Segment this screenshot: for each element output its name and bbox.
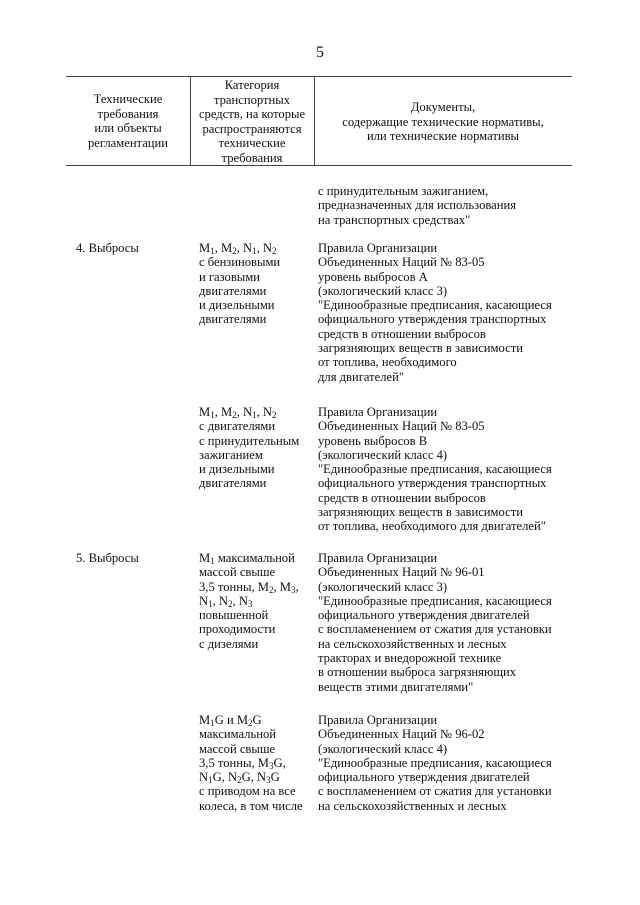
text-line: $M_1G$ и $M_2G$ bbox=[199, 713, 262, 728]
text-line: распространяются bbox=[202, 121, 302, 136]
text-line: $M_1$ максимальной bbox=[199, 551, 295, 566]
header-documents bbox=[314, 100, 572, 144]
text-line: содержащие технические нормативы, bbox=[342, 114, 544, 129]
header-vehicle-category bbox=[190, 78, 314, 165]
text-line: уровень выбросов А bbox=[318, 269, 428, 284]
document-cell bbox=[318, 551, 552, 694]
page-number: 5 bbox=[316, 44, 324, 61]
category-cell bbox=[199, 405, 299, 491]
text-line: средств в отношении выбросов bbox=[318, 326, 486, 341]
text-line: загрязняющих веществ в зависимости bbox=[318, 341, 523, 356]
text-line: Правила Организации bbox=[318, 713, 438, 727]
text-line: предназначенных для использования bbox=[318, 198, 517, 213]
requirement-label: 5. Выбросы bbox=[76, 551, 139, 565]
text-line: для двигателей" bbox=[318, 369, 405, 384]
text-line: загрязняющих веществ в зависимости bbox=[318, 505, 523, 520]
text-line: на сельскохозяйственных и лесных bbox=[318, 636, 507, 651]
text-line: двигателями bbox=[199, 283, 267, 298]
text-line: массой свыше bbox=[199, 741, 276, 756]
text-line: и дизельными bbox=[199, 298, 275, 313]
text-line: проходимости bbox=[199, 622, 276, 637]
text-line: "Единообразные предписания, касающиеся bbox=[318, 593, 552, 608]
text-line: массой свыше bbox=[199, 565, 276, 580]
text-line: (экологический класс 3) bbox=[318, 283, 448, 298]
document-cell bbox=[318, 241, 552, 384]
text-line: Документы, bbox=[410, 100, 476, 114]
text-line: с принудительным bbox=[199, 433, 300, 448]
text-line: официального утверждения двигателей bbox=[318, 608, 530, 623]
table-header-bottom-rule bbox=[66, 165, 572, 166]
text-line: официального утверждения двигателей bbox=[318, 770, 530, 785]
text-line: $M_1$, $M_2$, $N_1$, $N_2$ bbox=[199, 405, 277, 420]
text-line: зажиганием bbox=[199, 447, 263, 462]
text-line: от топлива, необходимого bbox=[318, 355, 457, 370]
text-line: (экологический класс 4) bbox=[318, 741, 448, 756]
text-line: требования bbox=[221, 150, 283, 165]
text-line: с воспламенением от сжатия для установки bbox=[318, 784, 552, 799]
text-line: тракторах и внедорожной технике bbox=[318, 651, 502, 666]
text-line: или объекты bbox=[94, 121, 162, 135]
text-line: Технические bbox=[93, 92, 163, 106]
table-top-rule bbox=[66, 76, 572, 77]
text-line: $M_1$, $M_2$, $N_1$, $N_2$ bbox=[199, 241, 277, 256]
continuation-text bbox=[318, 184, 516, 227]
document-cell bbox=[318, 713, 552, 813]
text-line: Категория bbox=[224, 78, 280, 92]
text-line: двигателями bbox=[199, 312, 267, 327]
text-line: $N_1$, $N_2$, $N_3$ bbox=[199, 593, 253, 609]
text-line: и дизельными bbox=[199, 462, 275, 477]
text-line: официального утверждения транспортных bbox=[318, 312, 547, 327]
category-cell bbox=[199, 713, 303, 813]
text-line: с принудительным зажиганием, bbox=[318, 184, 489, 198]
text-line: уровень выбросов В bbox=[318, 433, 428, 448]
text-line: на сельскохозяйственных и лесных bbox=[318, 798, 507, 813]
text-line: Объединенных Наций № 96-01 bbox=[318, 565, 485, 580]
text-line: двигателями bbox=[199, 476, 267, 491]
text-line: средств в отношении выбросов bbox=[318, 490, 486, 505]
requirement-label: 4. Выбросы bbox=[76, 241, 139, 255]
text-line: технические bbox=[218, 136, 286, 150]
text-line: транспортных bbox=[213, 92, 291, 107]
category-cell bbox=[199, 551, 299, 651]
text-line: Правила Организации bbox=[318, 405, 438, 419]
text-line: средств, на которые bbox=[198, 107, 306, 121]
text-line: на транспортных средствах" bbox=[318, 212, 471, 227]
text-line: с дизелями bbox=[199, 636, 259, 651]
text-line: и газовыми bbox=[199, 269, 260, 284]
text-line: Правила Организации bbox=[318, 241, 438, 255]
text-line: "Единообразные предписания, касающиеся bbox=[318, 298, 552, 313]
text-line: в отношении выброса загрязняющих bbox=[318, 665, 517, 680]
text-line: Правила Организации bbox=[318, 551, 438, 565]
text-line: с бензиновыми bbox=[199, 255, 281, 270]
text-line: официального утверждения транспортных bbox=[318, 476, 547, 491]
text-line: Объединенных Наций № 83-05 bbox=[318, 255, 485, 270]
text-line: регламентации bbox=[87, 135, 169, 150]
header-requirements bbox=[66, 92, 190, 150]
document-cell bbox=[318, 405, 552, 534]
category-cell bbox=[199, 241, 280, 327]
text-line: Объединенных Наций № 83-05 bbox=[318, 419, 485, 434]
text-line: "Единообразные предписания, касающиеся bbox=[318, 755, 552, 770]
text-line: с воспламенением от сжатия для установки bbox=[318, 622, 552, 637]
text-line: колеса, в том числе bbox=[199, 798, 303, 813]
text-line: веществ этими двигателями" bbox=[318, 679, 474, 694]
text-line: максимальной bbox=[199, 727, 276, 742]
text-line: (экологический класс 3) bbox=[318, 579, 448, 594]
text-line: или технические нормативы bbox=[367, 129, 519, 143]
text-line: 3,5 тонны, $M_2$, $M_3$, bbox=[199, 579, 299, 595]
text-line: $N_1G$, $N_2G$, $N_3G$ bbox=[199, 770, 280, 786]
text-line: 3,5 тонны, $M_3G$, bbox=[199, 755, 286, 771]
text-line: требования bbox=[97, 106, 159, 121]
text-line: Объединенных Наций № 96-02 bbox=[318, 727, 485, 742]
text-line: от топлива, необходимого для двигателей" bbox=[318, 519, 546, 534]
text-line: (экологический класс 4) bbox=[318, 447, 448, 462]
text-line: с двигателями bbox=[199, 419, 276, 434]
text-line: повышенной bbox=[199, 608, 269, 623]
text-line: "Единообразные предписания, касающиеся bbox=[318, 462, 552, 477]
text-line: с приводом на все bbox=[199, 784, 296, 799]
